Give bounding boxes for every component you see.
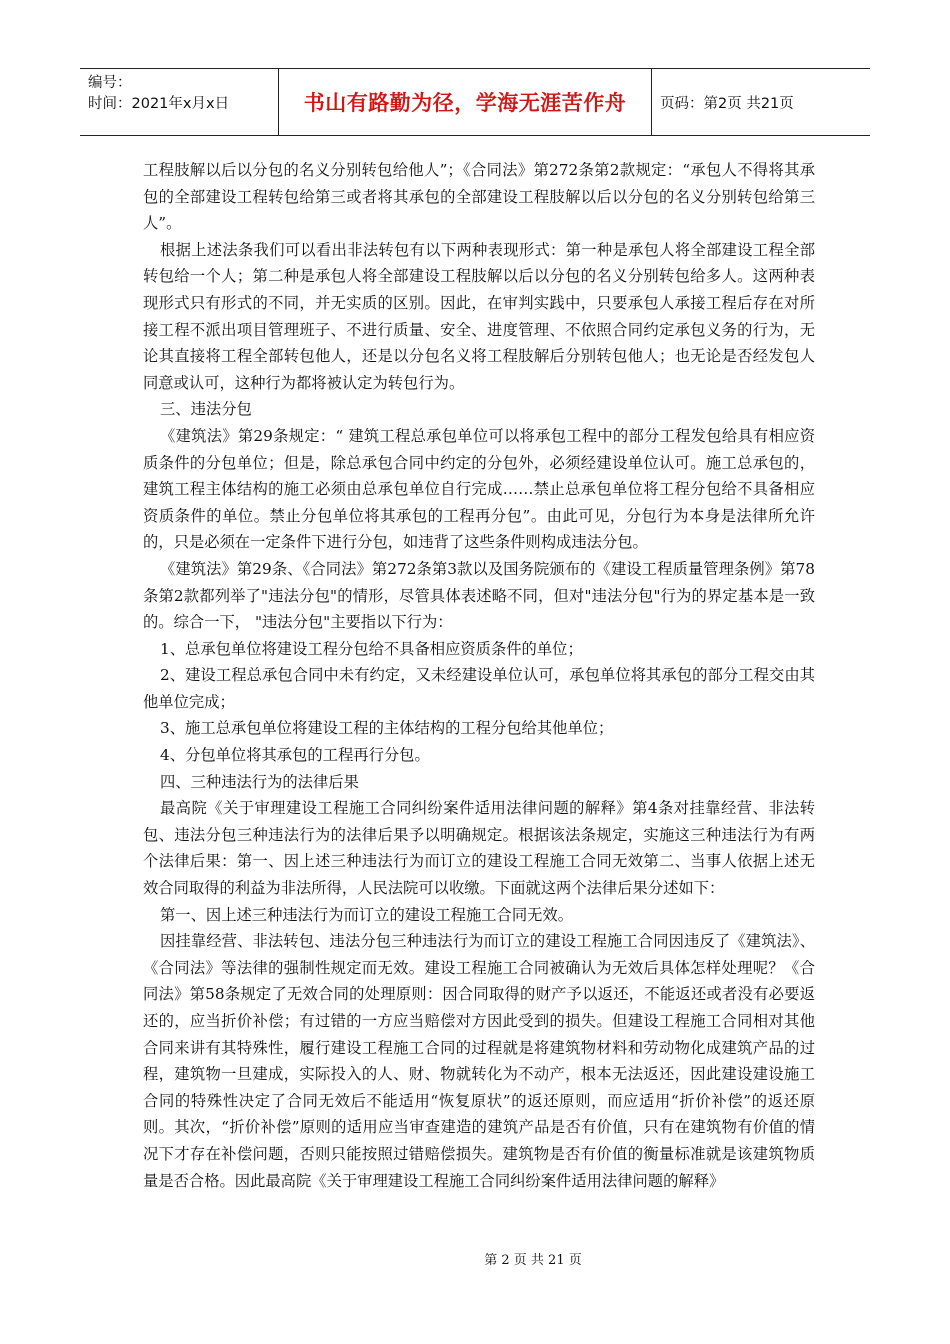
body-paragraph: 《建筑法》第29条、《合同法》第272条第3款以及国务院颁布的《建设工程质量管理条例》第78条第2款都列举了"违法分包"的情形，尽管具体表述略不同，但对"违法分包"行为的界定基本是一致的。综合一下， "违法分包"主要指以下行为： [143, 559, 815, 632]
body-paragraph: 第一、因上述三种违法行为而订立的建设工程施工合同无效。 [160, 905, 574, 924]
body-paragraph: 因挂靠经营、非法转包、违法分包三种违法行为而订立的建设工程施工合同因违反了《建筑法》、《合同法》等法律的强制性规定而无效。建设工程施工合同被确认为无效后具体怎样处理呢？《合同法》第58条规定了无效合同的处理原则：因合同取得的财产予以返还，不能返还或者没有必要返还的，应当折价补偿；有过错的一方应当赔偿对方因此受到的损失。但建设工程施工合同相对其他合同来讲有其特殊性，履行建设工程施工合同的过程就是将建筑物材料和劳动物化成建筑产品的过程，建筑物一旦建成，实际投入的人、财、物就转化为不动产，根本无法返还，因此建设建设施工合同的特殊性决定了合同无效后不能适用“恢复原状”的返还原则，而应适用“折价补偿”的返还原则。其次，“折价补偿”原则的适用应当审查建造的建筑产品是否有价值，只有在建筑物有价值的情况下才存在补偿问题，否则只能按照过错赔偿损失。建筑物是否有价值的衡量标准就是该建筑物质量是否合格。因此最高院《关于审理建设工程施工合同纠纷案件适用法律问题的解释》 [143, 932, 815, 1190]
list-item: 1、总承包单位将建设工程分包给不具备相应资质条件的单位； [160, 639, 583, 658]
header-page-cell [652, 69, 870, 135]
list-item: 2、建设工程总承包合同中未有约定，又未经建设单位认可，承包单位将其承包的部分工程交由其他单位完成； [143, 666, 815, 711]
section-heading: 三、违法分包 [160, 400, 252, 419]
page-footer [0, 1249, 950, 1268]
page-header [80, 68, 870, 136]
list-item: 3、施工总承包单位将建设工程的主体结构的工程分包给其他单位； [160, 719, 614, 738]
footer-page-number: 第 2 页 共 21 页 [484, 1253, 582, 1268]
header-motto-cell [278, 69, 652, 135]
body-paragraph: 《建筑法》第29条规定：“ 建筑工程总承包单位可以将承包工程中的部分工程发包给具有相应资质条件的分包单位；但是，除总承包合同中约定的分包外，必须经建设单位认可。施工总承包的，建筑工程主体结构的施工必须由总承包单位自行完成……禁止总承包单位将工程分包给不具备相应资质条件的单位。禁止分包单位将其承包的工程再分包”。由此可见，分包行为本身是法律所允许的，只是必须在一定条件下进行分包，如违背了这些条件则构成违法分包。 [143, 426, 815, 552]
header-page-number: 页码：第2页 共21页 [660, 95, 794, 112]
document-time-label: 时间：2021年x月x日 [88, 96, 230, 112]
body-paragraph: 最高院《关于审理建设工程施工合同纠纷案件适用法律问题的解释》第4条对挂靠经营、非法转包、违法分包三种违法行为的法律后果予以明确规定。根据该法条规定，实施这三种违法行为有两个法律后果：第一、因上述三种违法行为而订立的建设工程施工合同无效第二、当事人依据上述无效合同取得的利益为非法所得，人民法院可以收缴。下面就这两个法律后果分述如下： [143, 799, 815, 898]
document-number-label: 编号： [88, 75, 132, 91]
section-heading: 四、三种违法行为的法律后果 [160, 772, 359, 791]
list-item: 4、分包单位将其承包的工程再行分包。 [160, 746, 430, 765]
header-meta [80, 69, 278, 135]
body-paragraph: 根据上述法条我们可以看出非法转包有以下两种表现形式：第一种是承包人将全部建设工程全部转包给一个人；第二种是承包人将全部建设工程肢解以后以分包的名义分别转包给多人。这两种表现形式只有形式的不同，并无实质的区别。因此，在审判实践中，只要承包人承接工程后存在对所接工程不派出项目管理班子、不进行质量、安全、进度管理、不依照合同约定承包义务的行为，无论其直接将工程全部转包他人，还是以分包名义将工程肢解后分别转包他人；也无论是否经发包人同意或认可，这种行为都将被认定为转包行为。 [143, 240, 815, 392]
document-body [143, 157, 815, 1194]
header-motto: 书山有路勤为径，学海无涯苦作舟 [303, 91, 627, 115]
body-paragraph: 工程肢解以后以分包的名义分别转包给他人”；《合同法》第272条第2款规定：“承包人不得将其承包的全部建设工程转包给第三或者将其承包的全部建设工程肢解以后以分包的名义分别转包给第三人”。 [143, 161, 815, 233]
